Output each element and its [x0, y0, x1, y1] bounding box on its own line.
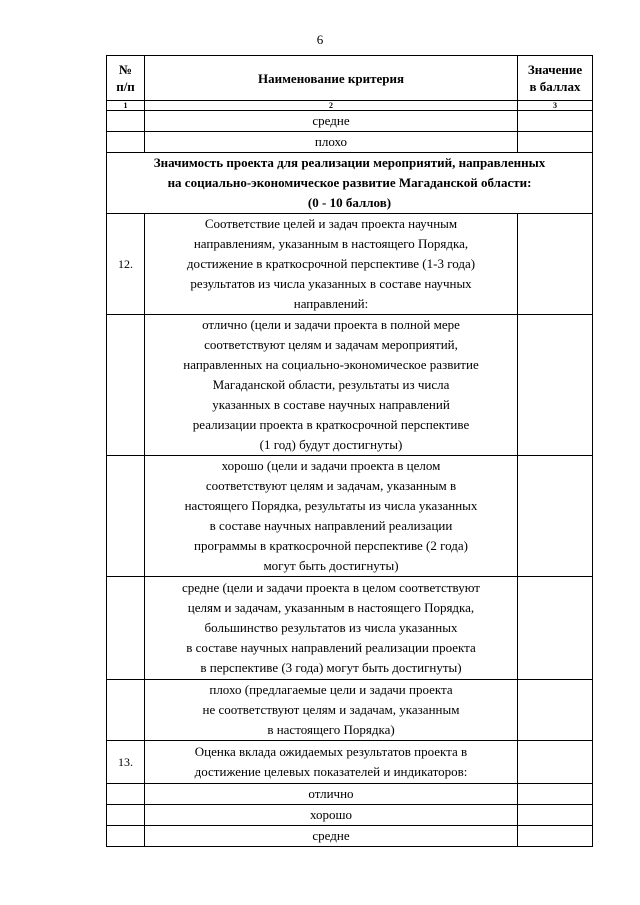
table-row — [107, 214, 593, 315]
column-index: 1 — [107, 101, 145, 111]
criterion-option: средне — [145, 111, 518, 132]
score-cell[interactable] — [518, 214, 593, 315]
score-cell[interactable] — [518, 741, 593, 784]
section-title: Значимость проекта для реализации мероприятий, направленных на социально-экономическое развитие Магаданской области: (0 - 10 баллов) — [107, 153, 593, 214]
num-cell — [107, 456, 145, 577]
table-row — [107, 805, 593, 826]
section-row — [107, 153, 593, 214]
criterion-option: отлично — [145, 784, 518, 805]
page-number: 6 — [316, 32, 324, 47]
table-row — [107, 826, 593, 847]
num-cell — [107, 680, 145, 741]
criteria-table — [106, 55, 593, 847]
score-cell[interactable] — [518, 577, 593, 680]
table-row — [107, 680, 593, 741]
num-cell — [107, 132, 145, 153]
score-cell[interactable] — [518, 456, 593, 577]
header-num: № п/п — [107, 56, 145, 101]
header-score: Значение в баллах — [518, 56, 593, 101]
score-cell[interactable] — [518, 680, 593, 741]
criterion-number: 12. — [107, 214, 145, 315]
criterion-option: отлично (цели и задачи проекта в полной мере соответствуют целям и задачам мероприятий, направленных на социально-экономическое развитие Магаданской области, результаты из числа указанных в составе научных направлений реализации проекта в краткосрочной перспективе (1 год) будут достигнуты) — [145, 315, 518, 456]
score-cell[interactable] — [518, 315, 593, 456]
score-cell[interactable] — [518, 784, 593, 805]
num-cell — [107, 805, 145, 826]
column-index: 2 — [145, 101, 518, 111]
column-index-row — [107, 101, 593, 111]
criterion-text: Оценка вклада ожидаемых результатов проекта в достижение целевых показателей и индикаторов: — [145, 741, 518, 784]
criterion-option: плохо — [145, 132, 518, 153]
criterion-number: 13. — [107, 741, 145, 784]
table-header-row — [107, 56, 593, 101]
table-row — [107, 456, 593, 577]
num-cell — [107, 315, 145, 456]
num-cell — [107, 826, 145, 847]
table-row — [107, 132, 593, 153]
criterion-text: Соответствие целей и задач проекта научным направлениям, указанным в настоящего Порядка, достижение в краткосрочной перспективе (1-3 года) результатов из числа указанных в составе научных направлений: — [145, 214, 518, 315]
table-row — [107, 741, 593, 784]
table-row — [107, 315, 593, 456]
table-row — [107, 784, 593, 805]
table-row — [107, 577, 593, 680]
num-cell — [107, 111, 145, 132]
criterion-option: хорошо — [145, 805, 518, 826]
criterion-option: средне (цели и задачи проекта в целом соответствуют целям и задачам, указанным в настоящего Порядка, большинство результатов из числа указанных в составе научных направлений реализации проекта в перспективе (3 года) могут быть достигнуты) — [145, 577, 518, 680]
num-cell — [107, 784, 145, 805]
num-cell — [107, 577, 145, 680]
criterion-option: плохо (предлагаемые цели и задачи проекта не соответствуют целям и задачам, указанным в настоящего Порядка) — [145, 680, 518, 741]
header-name: Наименование критерия — [145, 56, 518, 101]
score-cell[interactable] — [518, 805, 593, 826]
criterion-option: средне — [145, 826, 518, 847]
score-cell[interactable] — [518, 111, 593, 132]
score-cell[interactable] — [518, 826, 593, 847]
score-cell[interactable] — [518, 132, 593, 153]
table-row — [107, 111, 593, 132]
column-index: 3 — [518, 101, 593, 111]
criterion-option: хорошо (цели и задачи проекта в целом соответствуют целям и задачам, указанным в настоящего Порядка, результаты из числа указанных в составе научных направлений реализации программы в краткосрочной перспективе (2 года) могут быть достигнуты) — [145, 456, 518, 577]
